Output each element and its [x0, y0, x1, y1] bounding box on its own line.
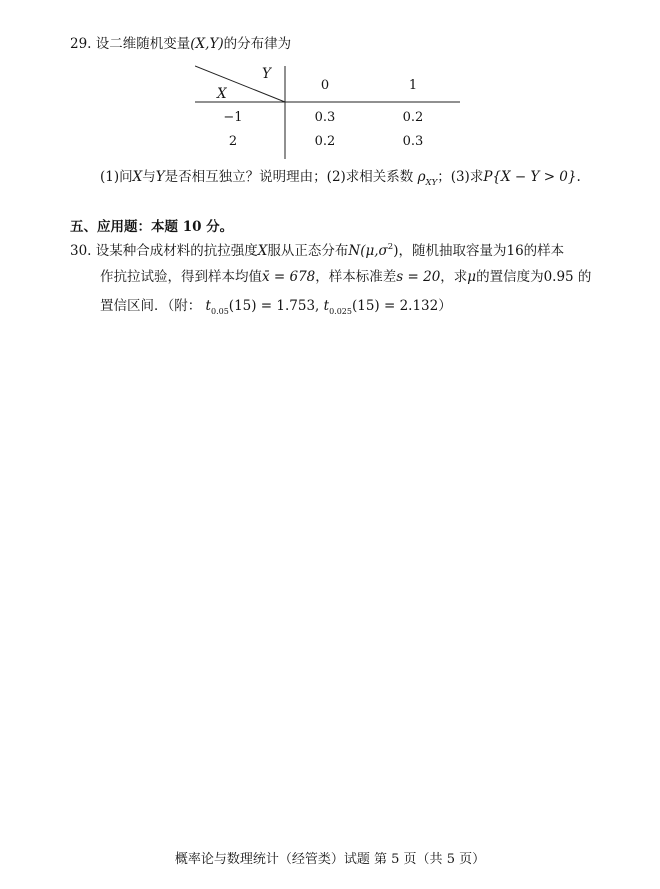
q30-t1-val: (15) = 1.753, — [228, 298, 320, 314]
q29-var-y: Y — [155, 169, 165, 185]
q29-intro — [70, 35, 291, 53]
q29-prob: P{X − Y > 0} — [483, 169, 577, 185]
page-footer: 概率论与数理统计（经管类）试题 第 5 页（共 5 页） — [174, 852, 486, 867]
q29-rho: ρ — [417, 169, 426, 185]
table-row-label-1: 2 — [228, 134, 238, 149]
q30-t2-sub: 0.025 — [329, 307, 352, 316]
q30-line1-b: 服从正态分布 — [267, 243, 349, 259]
q30-line2-b: ，样本标准差 — [315, 269, 397, 285]
q30-line3 — [100, 297, 452, 317]
q30-number: 30. — [70, 243, 92, 259]
q30-mu: μ — [467, 269, 477, 285]
q30-line3-a: 置信区间．（附： — [100, 298, 202, 314]
q30-line2-c: ，求 — [440, 269, 468, 285]
q30-normal: N(μ,σ — [348, 243, 388, 259]
q30-t1-sub: 0.05 — [210, 307, 229, 316]
table-row-var: X — [217, 86, 227, 102]
q30-t1: t — [205, 298, 211, 314]
q29-intro-text-b: 的分布律为 — [223, 36, 292, 52]
q30-t2: t — [323, 298, 330, 314]
table-cell-1-0: 0.2 — [314, 134, 336, 149]
q29-rho-sub: XY — [425, 178, 438, 188]
table-cell-0-0: 0.3 — [314, 110, 336, 125]
q30-line1-c: ，随机抽取容量为16的样本 — [398, 243, 565, 259]
q29-parts — [100, 168, 581, 188]
table-col-header-1: 1 — [408, 78, 418, 93]
q30-line1-a: 设某种合成材料的抗拉强度 — [95, 243, 258, 259]
q29-intro-vars: (X,Y) — [190, 36, 224, 52]
q29-intro-text-a: 设二维随机变量 — [95, 36, 191, 52]
q30-t2-val: (15) = 2.132） — [351, 298, 452, 314]
section5-heading: 五、应用题：本题 10 分。 — [70, 219, 234, 235]
table-row-label-0: −1 — [223, 110, 243, 125]
q30-normal-close: ) — [393, 243, 399, 259]
q29-part-text-a: (1)问 — [100, 169, 133, 185]
q29-part-text-c: 是否相互独立？说明理由；(2)求相关系数 — [164, 169, 414, 185]
table-col-header-0: 0 — [320, 78, 330, 93]
q29-var-x: X — [132, 169, 143, 185]
table-col-var: Y — [262, 66, 271, 82]
table-cell-1-1: 0.3 — [402, 134, 424, 149]
table-cell-0-1: 0.2 — [402, 110, 424, 125]
q29-part-text-d: ；(3)求 — [437, 169, 484, 185]
q30-xbar: x̄ = 678 — [262, 269, 316, 285]
q29-part-text-b: 与 — [142, 169, 156, 185]
q30-line1 — [70, 242, 564, 262]
q29-number: 29. — [70, 36, 92, 52]
distribution-table — [195, 62, 460, 159]
q29-part-text-e: . — [576, 169, 581, 185]
q30-line2-a: 作抗拉试验，得到样本均值 — [100, 269, 262, 285]
q30-var-x: X — [257, 243, 268, 259]
table-diagonal — [195, 66, 285, 102]
q30-normal-sup: 2 — [387, 242, 394, 252]
q30-line2 — [100, 268, 591, 286]
q30-line2-d: 的置信度为0.95 的 — [476, 269, 592, 285]
q30-s: s = 20 — [396, 269, 441, 285]
